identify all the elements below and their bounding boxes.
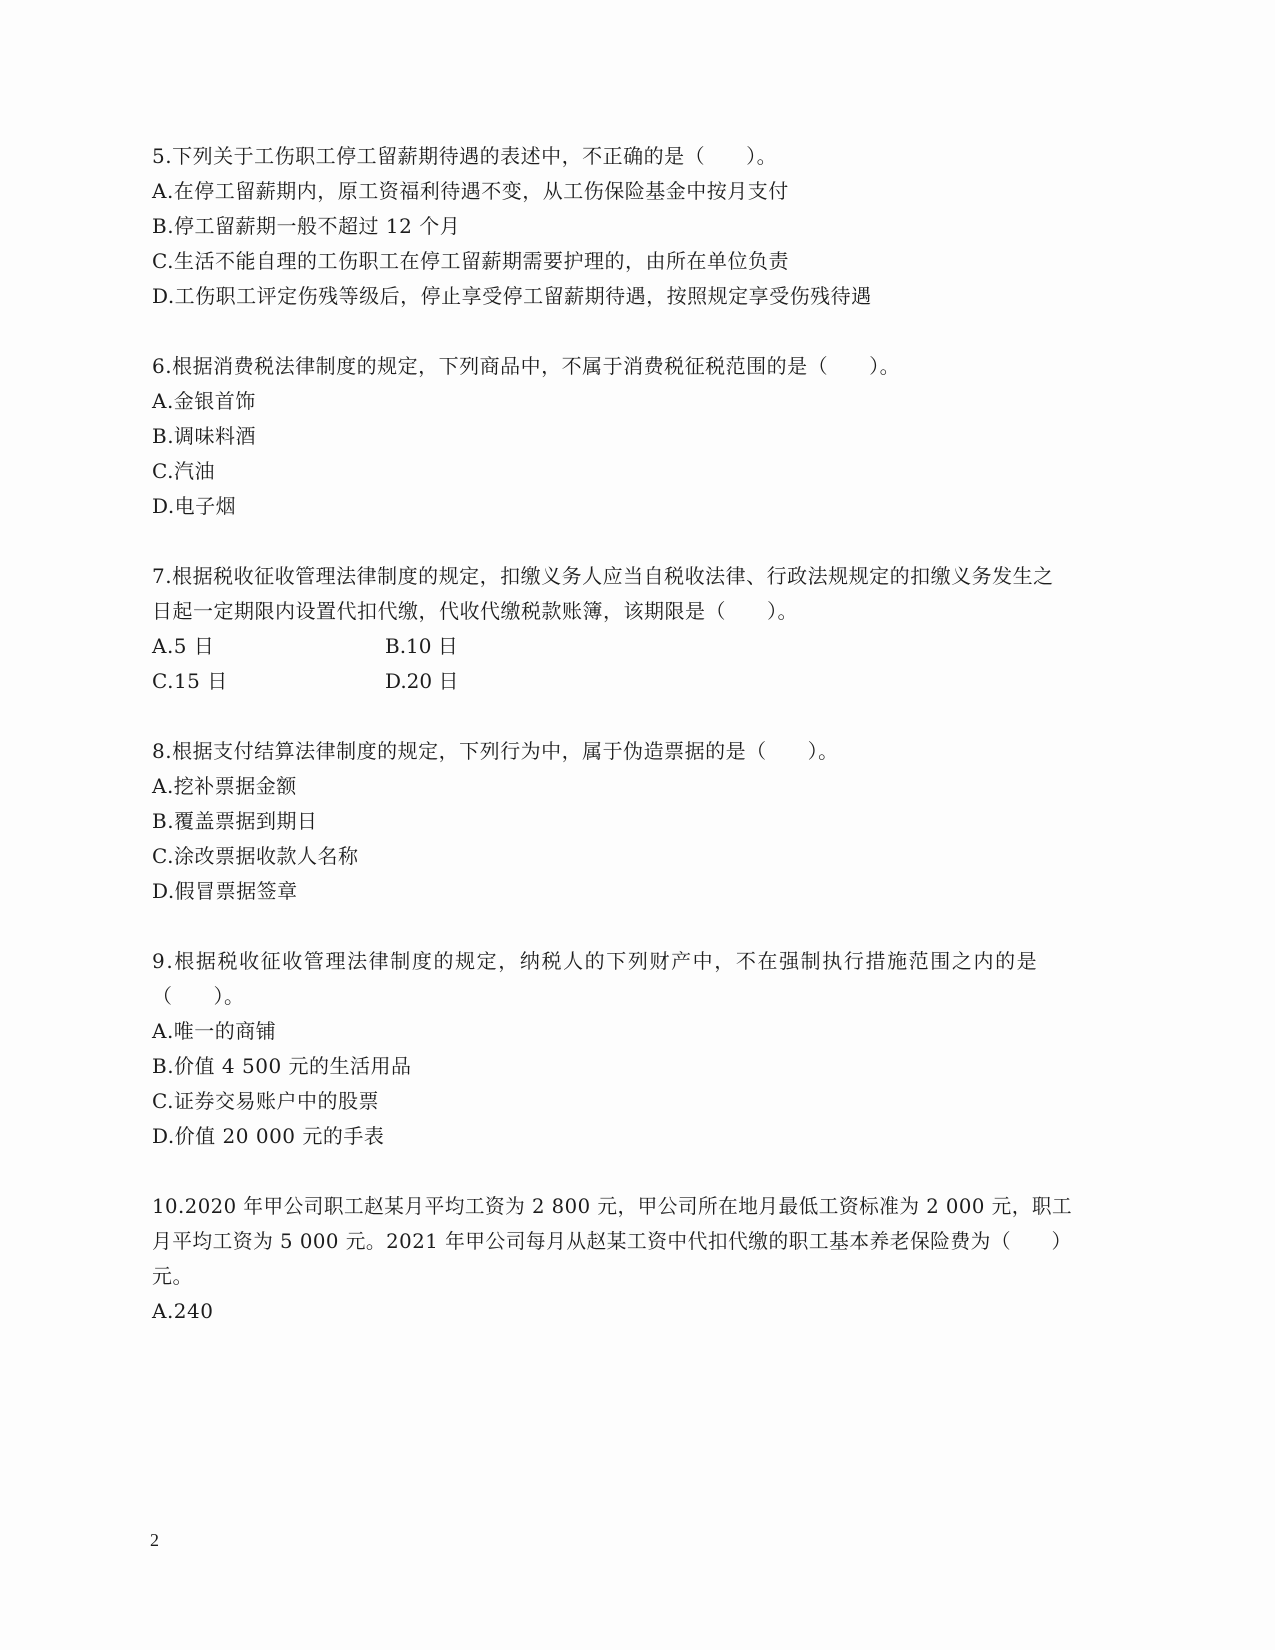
option-d: D.价值 20 000 元的手表 [152, 1124, 385, 1148]
option-c: C.证券交易账户中的股票 [152, 1089, 379, 1113]
question-stem-cont: 月平均工资为 5 000 元。2021 年甲公司每月从赵某工资中代扣代缴的职工基本养老保险费为（ ） [152, 1229, 1072, 1253]
question-stem: 9.根据税收征收管理法律制度的规定，纳税人的下列财产中，不在强制执行措施范围之内的是 [152, 949, 1039, 973]
question-stem-cont: 日起一定期限内设置代扣代缴，代收代缴税款账簿，该期限是（ ）。 [152, 599, 798, 623]
option-b: B.调味料酒 [152, 424, 257, 448]
option-b: B.停工留薪期一般不超过 12 个月 [152, 214, 461, 238]
option-a: A.金银首饰 [152, 389, 256, 413]
page-number: 2 [150, 1530, 159, 1550]
question-stem: 6.根据消费税法律制度的规定，下列商品中，不属于消费税征税范围的是（ ）。 [152, 354, 901, 378]
option-d: D.工伤职工评定伤残等级后，停止享受停工留薪期待遇，按照规定享受伤残待遇 [152, 284, 872, 308]
option-b: B.覆盖票据到期日 [152, 809, 318, 833]
question-stem-cont: 元。 [152, 1264, 193, 1288]
question-stem: 5.下列关于工伤职工停工留薪期待遇的表述中，不正确的是（ ）。 [152, 144, 778, 168]
option-c: C.汽油 [152, 459, 215, 483]
option-d: D.20 日 [385, 669, 459, 693]
question-stem: 8.根据支付结算法律制度的规定，下列行为中，属于伪造票据的是（ ）。 [152, 739, 839, 763]
option-c: C.涂改票据收款人名称 [152, 844, 359, 868]
option-a: A.5 日 [152, 634, 215, 658]
option-a: A.在停工留薪期内，原工资福利待遇不变，从工伤保险基金中按月支付 [152, 179, 789, 203]
option-a: A.240 [152, 1299, 214, 1323]
question-stem: 7.根据税收征收管理法律制度的规定，扣缴义务人应当自税收法律、行政法规规定的扣缴义务发生之 [152, 564, 1054, 588]
question-stem-cont: （ ）。 [152, 984, 245, 1008]
option-d: D.假冒票据签章 [152, 879, 298, 903]
option-c: C.生活不能自理的工伤职工在停工留薪期需要护理的，由所在单位负责 [152, 249, 789, 273]
option-d: D.电子烟 [152, 494, 237, 518]
option-a: A.挖补票据金额 [152, 774, 297, 798]
option-b: B.10 日 [385, 634, 458, 658]
option-b: B.价值 4 500 元的生活用品 [152, 1054, 412, 1078]
question-stem: 10.2020 年甲公司职工赵某月平均工资为 2 800 元，甲公司所在地月最低工资标准为 2 000 元，职工 [152, 1194, 1073, 1218]
option-c: C.15 日 [152, 669, 228, 693]
option-a: A.唯一的商铺 [152, 1019, 277, 1043]
